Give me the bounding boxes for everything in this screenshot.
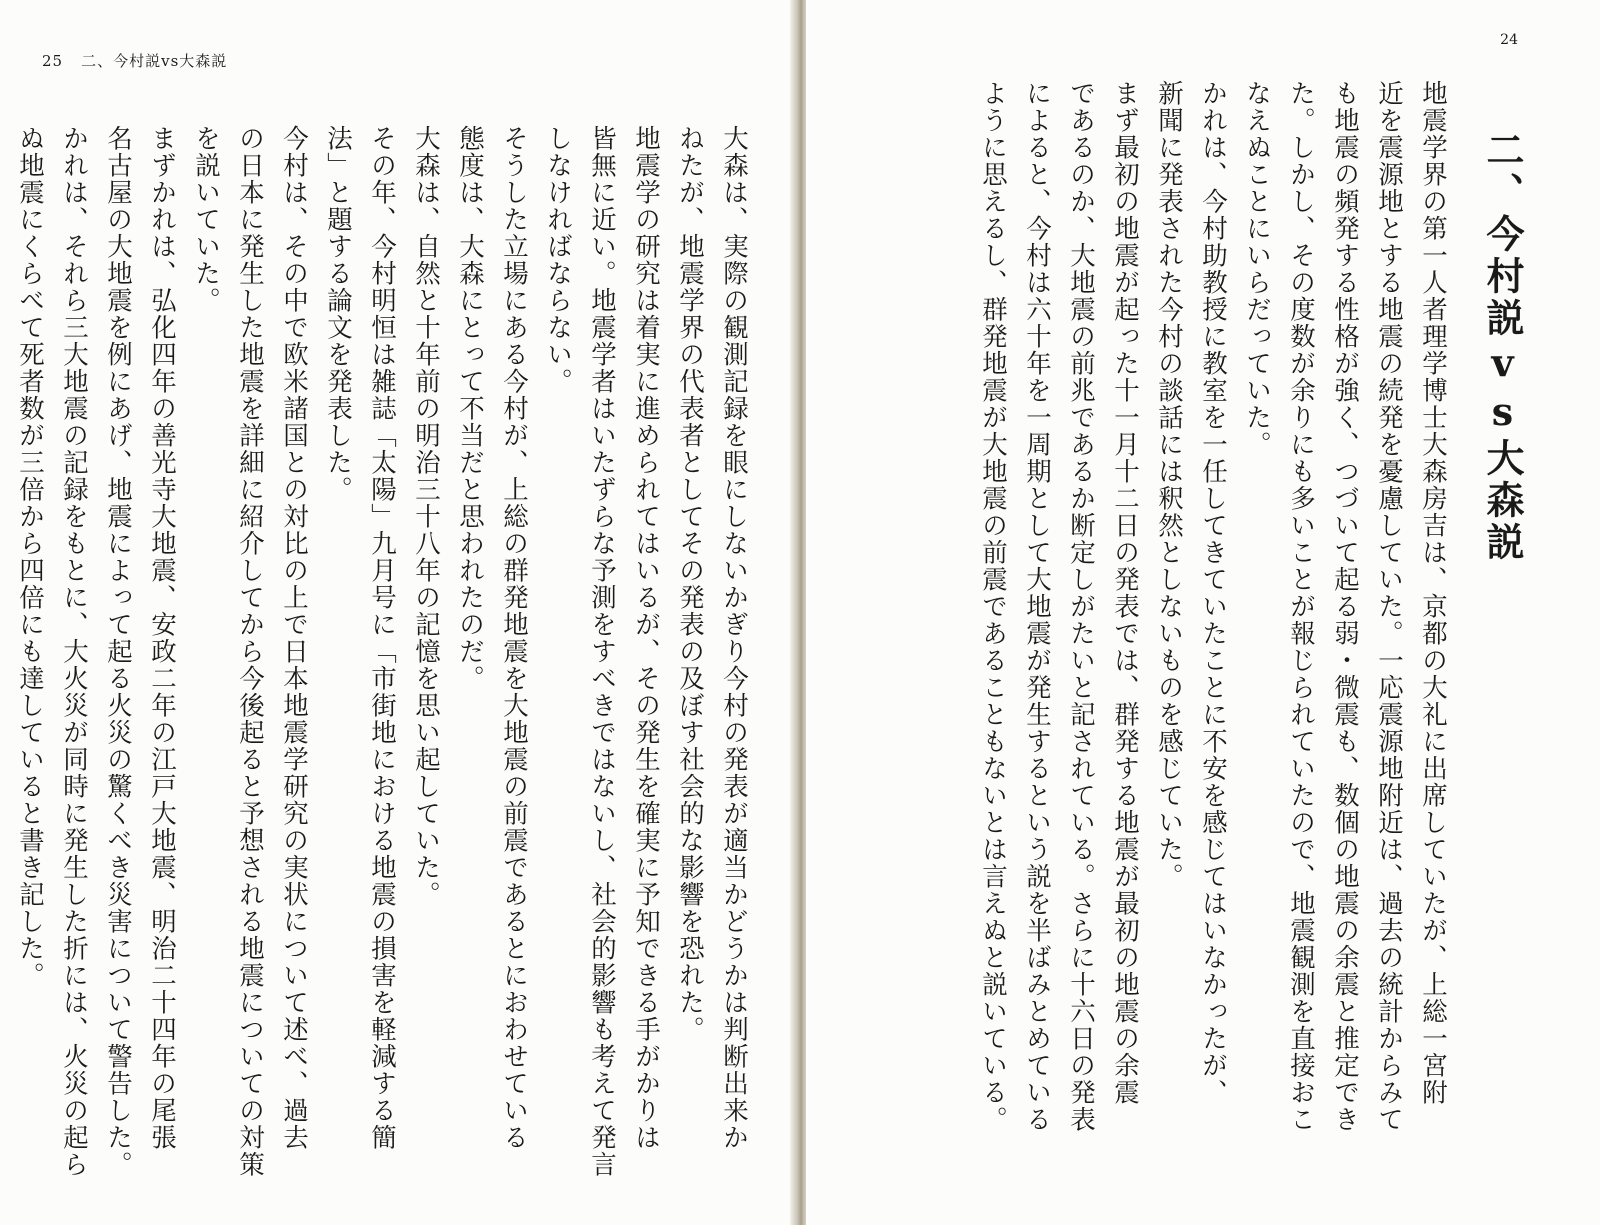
body-line: ねたが、地震学界の代表者としてその発表の及ぼす社会的な影響を恐れた。 [675,125,705,1043]
body-line: 近を震源地とする地震の続発を憂慮していた。一応震源地附近は、過去の統計からみて [1374,80,1404,1133]
body-line: 態度は、大森にとって不当だと思われたのだ。 [455,125,485,692]
right-page [806,0,1600,1225]
body-line: 今村は、その中で欧米諸国との対比の上で日本地震学研究の実状について述べ、過去 [279,125,309,1151]
left-page [0,0,796,1225]
running-header [42,50,227,71]
body-line: であるのか、大地震の前兆であるか断定しがたいと記されている。さらに十六日の発表 [1066,80,1096,1133]
body-line: 大森は、自然と十年前の明治三十八年の記憶を思い起していた。 [411,125,441,908]
left-page-number: 25 [42,52,64,70]
body-line: 大森は、実際の観測記録を眼にしないかぎり今村の発表が適当かどうかは判断出来か [719,125,749,1151]
body-line: ぬ地震にくらべて死者数が三倍から四倍にも達していると書き記した。 [15,125,45,989]
body-line: しなければならない。 [543,125,573,395]
body-line: によると、今村は六十年を一周期として大地震が発生するという説を半ばみとめている [1022,80,1052,1133]
body-line: 名古屋の大地震を例にあげ、地震によって起る火災の驚くべき災害について警告した。 [103,125,133,1178]
body-line: の日本に発生した地震を詳細に紹介してから今後起ると予想される地震についての対策 [235,125,265,1178]
body-line: 法」と題する論文を発表した。 [323,125,353,503]
left-running-title: 二、今村説vs大森説 [81,52,228,70]
right-page-number: 24 [1500,32,1518,48]
body-line: ように思えるし、群発地震が大地震の前震であることもないとは言えぬと説いている。 [978,80,1008,1133]
body-line: 新聞に発表された今村の談話には釈然としないものを感じていた。 [1154,80,1184,890]
body-line: 皆無に近い。地震学者はいたずらな予測をすべきではないし、社会的影響も考えて発言 [587,125,617,1178]
body-line: そうした立場にある今村が、上総の群発地震を大地震の前震であるとにおわせている [499,125,529,1151]
body-line: なえぬことにいらだっていた。 [1242,80,1272,458]
body-line: 地震学界の第一人者理学博士大森房吉は、京都の大礼に出席していたが、上総一宮附 [1418,80,1448,1106]
body-line: まず最初の地震が起った十一月十二日の発表では、群発する地震が最初の地震の余震 [1110,80,1140,1106]
body-line: も地震の頻発する性格が強く、つづいて起る弱・微震も、数個の地震の余震と推定でき [1330,80,1360,1133]
right-body-text [971,80,1455,1200]
body-line: を説いていた。 [191,125,221,314]
left-body-text [8,125,756,1205]
body-line: かれは、それら三大地震の記録をもとに、大火災が同時に発生した折には、火災の起ら [59,125,89,1178]
body-line: まずかれは、弘化四年の善光寺大地震、安政二年の江戸大地震、明治二十四年の尾張 [147,125,177,1151]
chapter-title: 二、今村説vs大森説 [1480,130,1525,564]
body-line: た。しかし、その度数が余りにも多いことが報じられていたので、地震観測を直接おこ [1286,80,1316,1133]
body-line: かれは、今村助教授に教室を一任してきていたことに不安を感じてはいなかったが、 [1198,80,1228,1106]
body-line: その年、今村明恒は雑誌「太陽」九月号に「市街地における地震の損害を軽減する簡 [367,125,397,1151]
body-line: 地震学の研究は着実に進められてはいるが、その発生を確実に予知できる手がかりは [631,125,661,1151]
